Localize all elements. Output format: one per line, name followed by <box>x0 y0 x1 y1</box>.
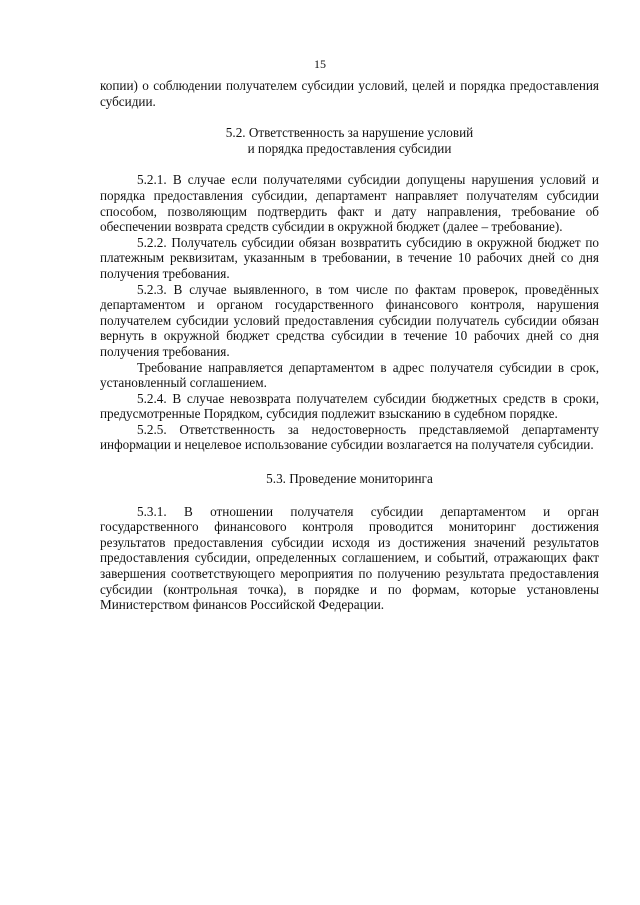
section-5-2-heading-line1: 5.2. Ответственность за нарушение условий <box>225 125 474 141</box>
section-5-2-heading <box>100 125 599 156</box>
paragraph-5-2-1: 5.2.1. В случае если получателями субсидии допущены нарушения условий и порядка предоставления субсидии, департамент направляет получателям субсидии способом, позволяющим подтвердить факт и дату направления, требование об обеспечении возврата средств субсидии в окружной бюджет (далее – требование). <box>100 172 599 235</box>
document-body <box>100 78 599 613</box>
paragraph-5-2-2: 5.2.2. Получатель субсидии обязан возвратить субсидию в окружной бюджет по платежным реквизитам, указанным в требовании, в течение 10 рабочих дней со дня получения требования. <box>100 234 599 281</box>
paragraph-5-3-1: 5.3.1. В отношении получателя субсидии департаментом и орган государственного финансового контроля проводится мониторинг достижения результатов предоставления субсидии исходя из достижения значений результатов предоставления субсидии, определенных соглашением, и событий, отражающих факт завершения соответствующего мероприятия по получению результата предоставления субсидии (контрольная точка), в порядке и по формам, которые установлены Министерством финансов Российской Федерации. <box>100 503 599 613</box>
section-5-3-heading <box>100 471 599 487</box>
paragraph-requirement: Требование направляется департаментом в адрес получателя субсидии в срок, установленный соглашением. <box>100 359 599 391</box>
intro-paragraph: копии) о соблюдении получателем субсидии условий, целей и порядка предоставления субсидии. <box>100 78 599 109</box>
paragraph-5-2-3: 5.2.3. В случае выявленного, в том числе по фактам проверок, проведённых департаментом и органом государственного финансового контроля, нарушения получателем субсидии условий предоставления субсидии получатель субсидии обязан вернуть в окружной бюджет средства субсидии в течение 10 рабочих дней со дня получения требования. <box>100 281 599 359</box>
page-number: 15 <box>314 57 326 71</box>
section-5-2-heading-line2: и порядка предоставления субсидии <box>247 140 452 156</box>
paragraph-5-2-5: 5.2.5. Ответственность за недостоверность представляемой департаменту информации и нецелевое использование субсидии возлагается на получателя субсидии. <box>100 421 599 453</box>
paragraph-5-2-4: 5.2.4. В случае невозврата получателем субсидии бюджетных средств в сроки, предусмотренные Порядком, субсидия подлежит взысканию в судебном порядке. <box>100 390 599 422</box>
section-5-3-heading-text: 5.3. Проведение мониторинга <box>266 471 433 487</box>
